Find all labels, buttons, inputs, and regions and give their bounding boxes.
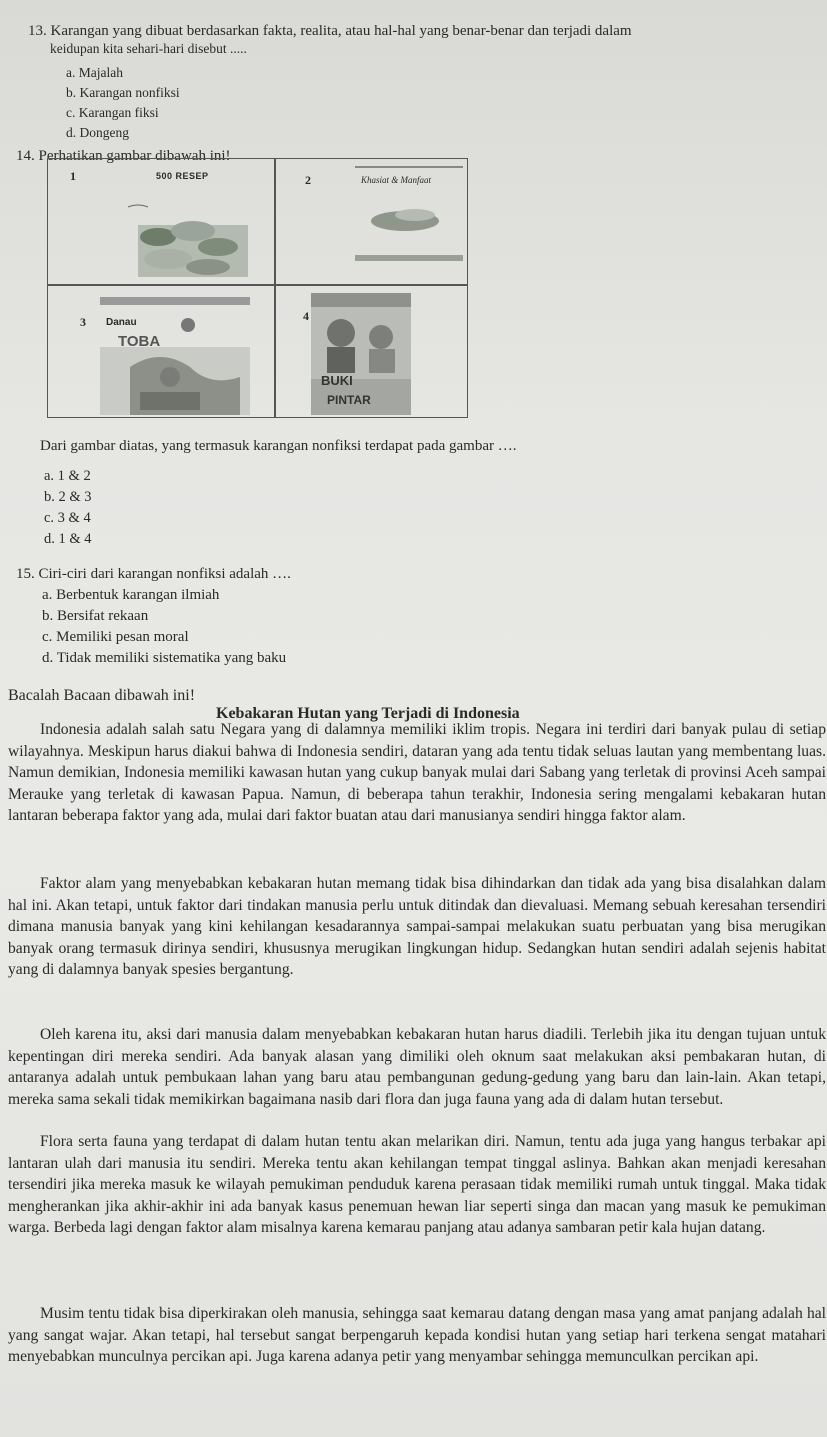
folk-tale-illustration bbox=[100, 297, 250, 415]
q15-option-d: d. Tidak memiliki sistematika yang baku bbox=[42, 650, 287, 666]
q13-option-c: c. Karangan fiksi bbox=[66, 105, 159, 120]
panel-3-number: 3 bbox=[80, 315, 86, 329]
q13-option-a: a. Majalah bbox=[66, 65, 123, 80]
reading-title: Kebakaran Hutan yang Terjadi di Indonesia bbox=[216, 705, 520, 722]
book-covers-figure bbox=[47, 158, 468, 418]
panel-4-number: 4 bbox=[303, 309, 309, 323]
q14-option-c: c. 3 & 4 bbox=[44, 510, 91, 526]
q14-option-b: b. 2 & 3 bbox=[44, 489, 92, 505]
q14-option-d: d. 1 & 4 bbox=[44, 531, 92, 547]
smart-book-cover bbox=[311, 293, 411, 415]
reading-paragraph-5: Musim tentu tidak bisa diperkirakan oleh manusia, sehingga saat kemarau datang dengan masa yang amat panjang adalah hal yang sangat wajar. Akan tetapi, hal tersebut sangat berpengaruh kepada kondisi hutan yang setiap hari terkena sengat matahari menyebabkan munculnya percikan api. Juga karena adanya petir yang menyambar sehingga memunculkan percikan api. bbox=[8, 1305, 826, 1366]
panel-3 bbox=[48, 285, 274, 419]
lake-toba-subtitle: Danau bbox=[106, 317, 137, 328]
lake-toba-title: TOBA bbox=[118, 333, 161, 350]
reading-instruction: Bacalah Bacaan dibawah ini! bbox=[8, 687, 196, 704]
smart-book-title-bottom: PINTAR bbox=[327, 393, 371, 407]
q13-option-d: d. Dongeng bbox=[66, 125, 129, 140]
lake-toba-book-cover bbox=[100, 297, 250, 415]
q15-option-b: b. Bersifat rekaan bbox=[42, 608, 149, 624]
food-photos-illustration bbox=[108, 167, 248, 279]
recipe-book-cover bbox=[108, 167, 248, 279]
q13-text-line1: 13. Karangan yang dibuat berdasarkan fakta, realita, atau hal-hal yang benar-benar dan terjadi dalam bbox=[28, 23, 632, 39]
q15-option-c: c. Memiliki pesan moral bbox=[42, 629, 189, 645]
q15-prompt: 15. Ciri-ciri dari karangan nonfiksi adalah …. bbox=[16, 566, 291, 582]
q13-option-b: b. Karangan nonfiksi bbox=[66, 85, 180, 100]
panel-2 bbox=[275, 159, 469, 284]
panel-2-number: 2 bbox=[305, 173, 311, 187]
reading-paragraph-2: Faktor alam yang menyebabkan kebakaran hutan memang tidak bisa dihindarkan dan tidak ada yang bisa disalahkan dalam hal ini. Akan tetapi, untuk faktor dari tindakan manusia perlu untuk ditindak dan dievaluasi. Memang sebuah keresahan tersendiri dimana manusia banyak yang kini kehilangan kesadarannya sampai-sampai melakukan suatu perbuatan yang bisa merugikan banyak orang termasuk dirinya sendiri, khususnya merugikan lingkungan hidup. Sedangkan hutan sendiri adalah sejenis habitat yang di dalamnya banyak spesies bergantung. bbox=[8, 875, 826, 979]
reading-paragraph-1: Indonesia adalah salah satu Negara yang di dalamnya memiliki iklim tropis. Negara ini terdiri dari banyak pulau di setiap wilayahnya. Meskipun harus diakui bahwa di Indonesia sendiri, dataran yang ada tentu tidak seluas lautan yang membentang luas. Namun demikian, Indonesia memiliki kawasan hutan yang cukup banyak mulai dari Sabang yang terletak di provinsi Aceh sampai Merauke yang terletak di kawasan Papua. Namun, di beberapa tahun terakhir, Indonesia sering mengalami kebakaran hutan lantaran beberapa faktor yang ada, mulai dari faktor buatan atau dari manusianya sendiri hingga faktor alam. bbox=[8, 721, 826, 825]
reading-paragraph-4: Flora serta fauna yang terdapat di dalam hutan tentu akan melarikan diri. Namun, tentu ada juga yang hangus terbakar api lantaran ulah dari manusia itu sendiri. Mereka tentu akan kehilangan tempat tinggal aslinya. Bahkan akan menjadi keresahan tersendiri jika mereka masuk ke wilayah pemukiman penduduk karena perasaan tidak memiliki rumah untuk tinggal. Maka tidak mengherankan jika akhir-akhir ini ada banyak kasus penemuan hewan liar seperti singa dan macan yang masuk ke pemukiman warga. Berbeda lagi dengan faktor alam misalnya karena kemarau panjang atau adanya sambaran petir kala hujan datang. bbox=[8, 1133, 826, 1237]
herbal-book-title: Khasiat & Manfaat bbox=[361, 175, 432, 185]
q13-text-line2: keidupan kita sehari-hari disebut ..... bbox=[50, 41, 247, 56]
q14-prompt: 14. Perhatikan gambar dibawah ini! bbox=[16, 148, 231, 164]
q15-option-a: a. Berbentuk karangan ilmiah bbox=[42, 587, 220, 603]
herbs-illustration bbox=[355, 163, 463, 273]
q14-question: Dari gambar diatas, yang termasuk karangan nonfiksi terdapat pada gambar …. bbox=[40, 438, 517, 454]
smart-book-title-top: BUKI bbox=[321, 373, 353, 388]
reading-paragraph-3: Oleh karena itu, aksi dari manusia dalam menyebabkan kebakaran hutan harus diadili. Terlebih jika itu dengan tujuan untuk kepentingan diri mereka sendiri. Ada banyak alasan yang dimiliki oleh oknum saat melakukan aksi pembakaran hutan, di antaranya adalah untuk pembukaan lahan yang baru atau pembangunan gedung-gedung yang baru dan lain-lain. Akan tetapi, mereka sama sekali tidak memikirkan bagaimana nasib dari flora dan juga fauna yang ada di dalam hutan tersebut. bbox=[8, 1026, 826, 1108]
recipe-book-title: 500 RESEP bbox=[156, 171, 209, 181]
herbal-book-cover bbox=[355, 163, 463, 273]
panel-1 bbox=[48, 159, 274, 284]
panel-4 bbox=[275, 285, 469, 419]
q14-option-a: a. 1 & 2 bbox=[44, 468, 91, 484]
panel-1-number: 1 bbox=[70, 169, 76, 183]
